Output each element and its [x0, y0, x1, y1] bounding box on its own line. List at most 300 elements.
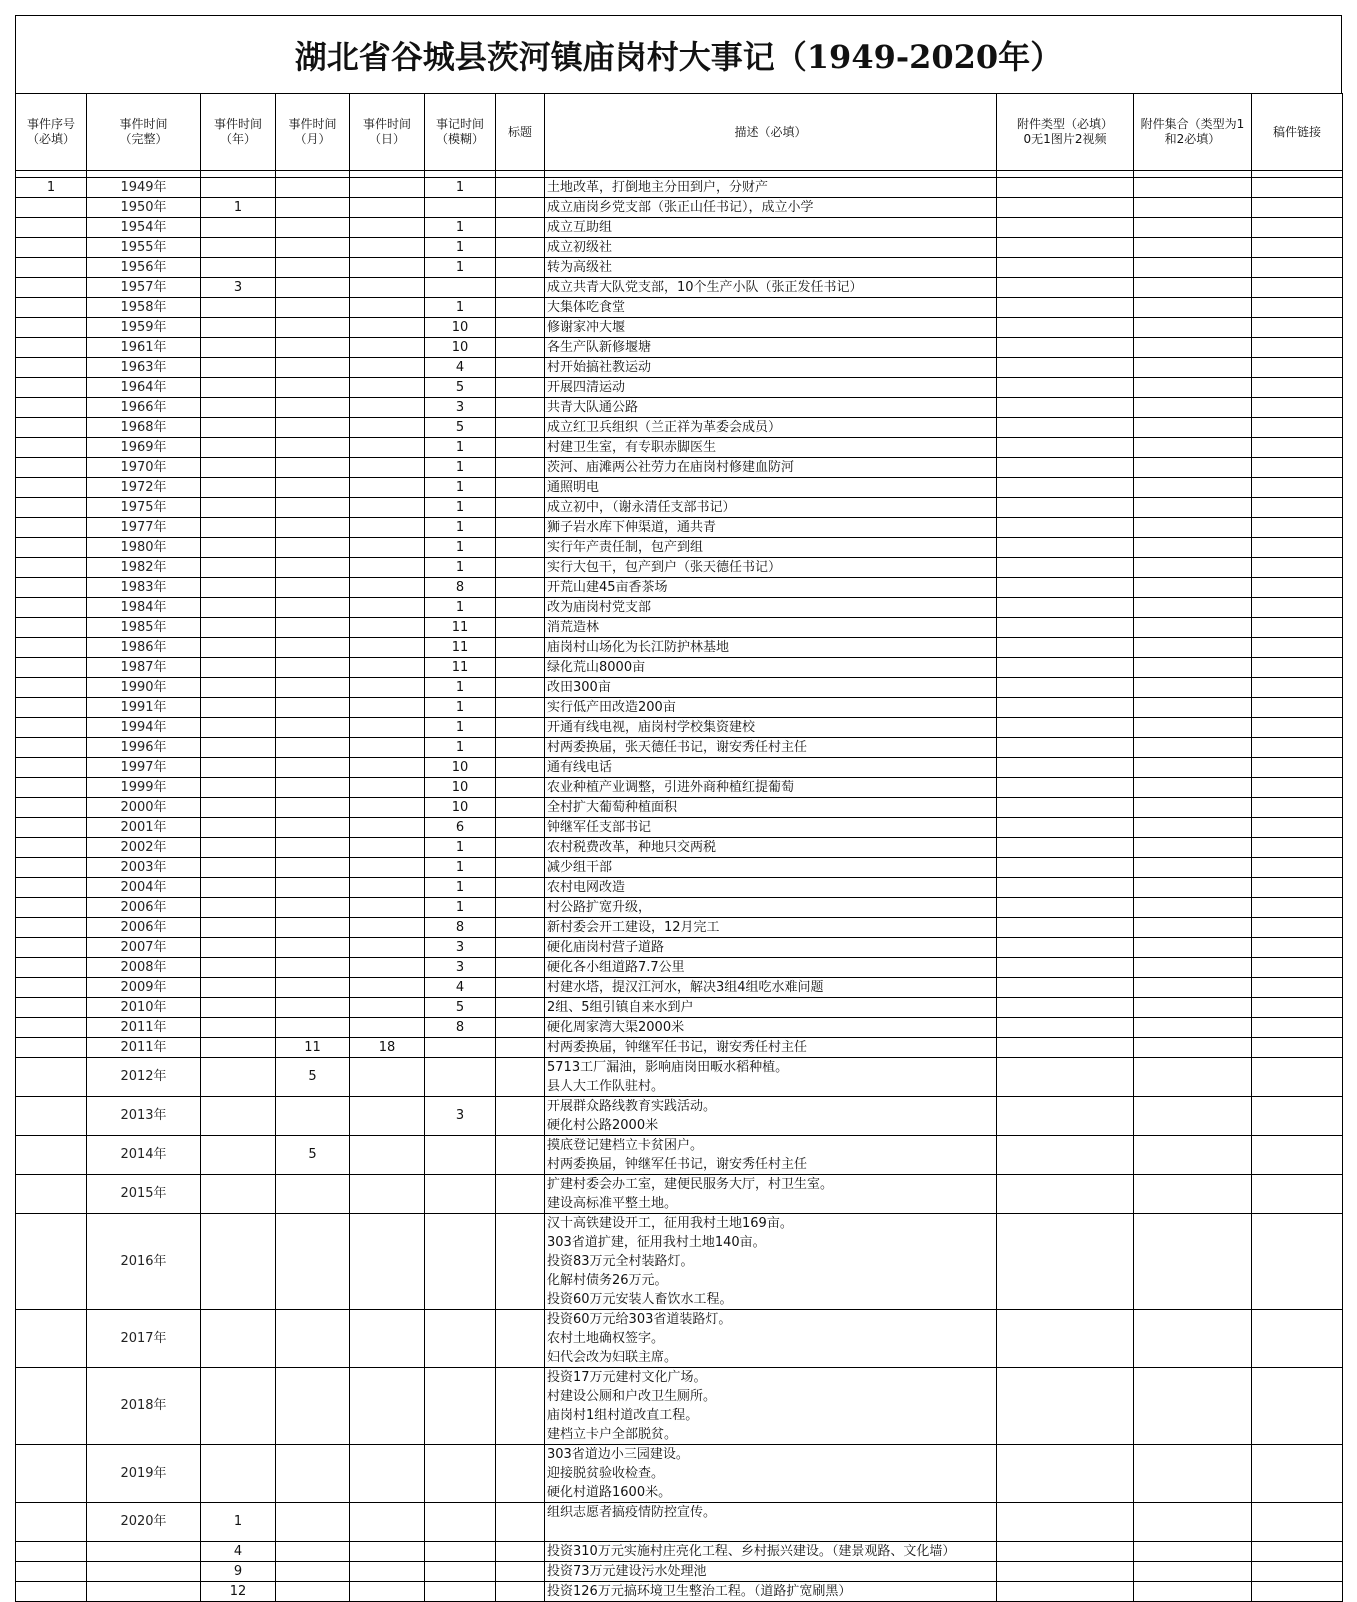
cell-attachment-type — [997, 538, 1134, 558]
cell-attachment-type — [997, 178, 1134, 198]
cell-title — [496, 298, 545, 318]
cell-year — [201, 238, 276, 258]
cell-attachment-set — [1134, 418, 1252, 438]
description-line: 大集体吃食堂 — [547, 300, 626, 315]
cell-year — [201, 878, 276, 898]
cell-seq — [16, 638, 87, 658]
table-row — [16, 638, 1343, 658]
cell-attachment-type — [997, 598, 1134, 618]
cell-attachment-set — [1134, 398, 1252, 418]
cell-description — [545, 1368, 997, 1445]
cell-title — [496, 518, 545, 538]
cell-link — [1252, 598, 1343, 618]
cell-title — [496, 418, 545, 438]
cell-day — [350, 1136, 425, 1175]
description-line: 摸底登记建档立卡贫困户。 — [547, 1138, 704, 1153]
cell-fuzzy: 1 — [425, 898, 496, 918]
description-line: 硬化村公路2000米 — [547, 1118, 659, 1133]
cell-attachment-set — [1134, 378, 1252, 398]
cell-attachment-type — [997, 1542, 1134, 1562]
cell-day — [350, 1175, 425, 1214]
cell-attachment-set — [1134, 1368, 1252, 1445]
cell-date: 1982年 — [87, 558, 201, 578]
cell-day — [350, 698, 425, 718]
table-row — [16, 918, 1343, 938]
cell-month — [276, 298, 350, 318]
cell-date: 1949年 — [87, 178, 201, 198]
cell-link — [1252, 1310, 1343, 1368]
cell-seq — [16, 838, 87, 858]
cell-attachment-set — [1134, 838, 1252, 858]
cell-month — [276, 458, 350, 478]
cell-description — [545, 498, 997, 518]
cell-attachment-set — [1134, 818, 1252, 838]
cell-link — [1252, 298, 1343, 318]
cell-date: 1984年 — [87, 598, 201, 618]
cell-link — [1252, 758, 1343, 778]
table-row — [16, 558, 1343, 578]
cell-link — [1252, 178, 1343, 198]
description-line: 茨河、庙滩两公社劳力在庙岗村修建血防河 — [547, 460, 795, 475]
description-line: 转为高级社 — [547, 260, 613, 275]
cell-year: 1 — [201, 1503, 276, 1542]
events-table — [15, 93, 1343, 1602]
cell-seq — [16, 1582, 87, 1602]
cell-title — [496, 798, 545, 818]
table-body — [16, 171, 1343, 1602]
cell-attachment-type — [997, 258, 1134, 278]
cell-year — [201, 618, 276, 638]
cell-fuzzy: 1 — [425, 178, 496, 198]
cell-attachment-set — [1134, 558, 1252, 578]
page-title: 湖北省谷城县茨河镇庙岗村大事记（1949-2020年） — [15, 15, 1342, 93]
description-line: 庙岗村山场化为长江防护林基地 — [547, 640, 730, 655]
cell-seq — [16, 1310, 87, 1368]
cell-attachment-set — [1134, 478, 1252, 498]
cell-description — [545, 398, 997, 418]
table-row — [16, 758, 1343, 778]
table-row — [16, 718, 1343, 738]
cell-description — [545, 1175, 997, 1214]
cell-seq: 1 — [16, 178, 87, 198]
cell-description — [545, 378, 997, 398]
cell-day — [350, 278, 425, 298]
cell-attachment-type — [997, 1097, 1134, 1136]
cell-attachment-type — [997, 198, 1134, 218]
cell-seq — [16, 1175, 87, 1214]
cell-attachment-set — [1134, 858, 1252, 878]
cell-month — [276, 398, 350, 418]
cell-fuzzy: 1 — [425, 698, 496, 718]
cell-attachment-type — [997, 1368, 1134, 1445]
cell-link — [1252, 1542, 1343, 1562]
cell-link — [1252, 258, 1343, 278]
description-line — [547, 1522, 996, 1541]
cell-month — [276, 1503, 350, 1542]
cell-attachment-set — [1134, 998, 1252, 1018]
cell-fuzzy: 1 — [425, 738, 496, 758]
cell-seq — [16, 598, 87, 618]
cell-attachment-set — [1134, 778, 1252, 798]
description-line: 农业种植产业调整，引进外商种植红提葡萄 — [547, 780, 795, 795]
table-row — [16, 238, 1343, 258]
description-line: 汉十高铁建设开工，征用我村土地169亩。 — [547, 1216, 793, 1231]
table-row — [16, 218, 1343, 238]
description-line: 共青大队通公路 — [547, 400, 639, 415]
cell-fuzzy: 1 — [425, 558, 496, 578]
header-link: 稿件链接 — [1252, 94, 1343, 171]
cell-fuzzy: 1 — [425, 878, 496, 898]
cell-year — [201, 1018, 276, 1038]
description-line: 村建卫生室，有专职赤脚医生 — [547, 440, 717, 455]
cell-day — [350, 958, 425, 978]
cell-year — [201, 698, 276, 718]
description-line: 通照明电 — [547, 480, 600, 495]
cell-date: 2001年 — [87, 818, 201, 838]
description-line: 农村电网改造 — [547, 880, 626, 895]
cell-description — [545, 578, 997, 598]
cell-month — [276, 1582, 350, 1602]
cell-link — [1252, 378, 1343, 398]
cell-day — [350, 1214, 425, 1310]
cell-day — [350, 898, 425, 918]
cell-attachment-set — [1134, 198, 1252, 218]
cell-attachment-set — [1134, 918, 1252, 938]
cell-fuzzy: 10 — [425, 798, 496, 818]
cell-attachment-set — [1134, 978, 1252, 998]
cell-day — [350, 578, 425, 598]
cell-attachment-type — [997, 498, 1134, 518]
description-line: 改田300亩 — [547, 680, 611, 695]
cell-month — [276, 918, 350, 938]
table-row — [16, 1175, 1343, 1214]
header-day: 事件时间 （日） — [350, 94, 425, 171]
cell-year — [201, 258, 276, 278]
cell-month — [276, 1097, 350, 1136]
cell-day — [350, 658, 425, 678]
description-line: 投资126万元搞环境卫生整治工程。（道路扩宽刷黑） — [547, 1584, 852, 1599]
cell-date: 2008年 — [87, 958, 201, 978]
cell-year — [201, 298, 276, 318]
cell-title — [496, 998, 545, 1018]
cell-description — [545, 178, 997, 198]
cell-title — [496, 838, 545, 858]
cell-month — [276, 858, 350, 878]
cell-date: 1955年 — [87, 238, 201, 258]
table-row — [16, 338, 1343, 358]
cell-attachment-set — [1134, 498, 1252, 518]
cell-month — [276, 818, 350, 838]
description-line: 投资73万元建设污水处理池 — [547, 1564, 707, 1579]
cell-attachment-set — [1134, 218, 1252, 238]
cell-month — [276, 1542, 350, 1562]
cell-seq — [16, 458, 87, 478]
cell-seq — [16, 318, 87, 338]
cell-attachment-type — [997, 878, 1134, 898]
cell-link — [1252, 898, 1343, 918]
cell-title — [496, 318, 545, 338]
cell-year: 12 — [201, 1582, 276, 1602]
table-row — [16, 1368, 1343, 1445]
cell-description — [545, 918, 997, 938]
description-line: 成立红卫兵组织（兰正祥为革委会成员） — [547, 420, 782, 435]
cell-description — [545, 1097, 997, 1136]
cell-fuzzy: 8 — [425, 918, 496, 938]
cell-attachment-set — [1134, 1310, 1252, 1368]
cell-description — [545, 678, 997, 698]
cell-date: 2018年 — [87, 1368, 201, 1445]
cell-seq — [16, 538, 87, 558]
cell-month — [276, 838, 350, 858]
description-line: 开展四清运动 — [547, 380, 626, 395]
cell-date: 1963年 — [87, 358, 201, 378]
table-row — [16, 678, 1343, 698]
cell-year — [201, 1136, 276, 1175]
cell-title — [496, 218, 545, 238]
cell-attachment-type — [997, 658, 1134, 678]
cell-date: 2015年 — [87, 1175, 201, 1214]
cell-month — [276, 678, 350, 698]
cell-link — [1252, 478, 1343, 498]
cell-year — [201, 678, 276, 698]
cell-day — [350, 538, 425, 558]
cell-year — [201, 398, 276, 418]
cell-attachment-type — [997, 818, 1134, 838]
cell-month — [276, 378, 350, 398]
cell-fuzzy: 1 — [425, 498, 496, 518]
cell-year — [201, 798, 276, 818]
cell-seq — [16, 378, 87, 398]
cell-year — [201, 958, 276, 978]
cell-attachment-type — [997, 338, 1134, 358]
cell-attachment-type — [997, 438, 1134, 458]
cell-link — [1252, 1368, 1343, 1445]
header-title: 标题 — [496, 94, 545, 171]
cell-description — [545, 638, 997, 658]
cell-description — [545, 438, 997, 458]
cell-description — [545, 1136, 997, 1175]
cell-date: 2004年 — [87, 878, 201, 898]
cell-month — [276, 938, 350, 958]
cell-attachment-type — [997, 218, 1134, 238]
table-row — [16, 778, 1343, 798]
description-line: 硬化村道路1600米。 — [547, 1485, 672, 1500]
cell-date: 2011年 — [87, 1038, 201, 1058]
table-row — [16, 938, 1343, 958]
cell-attachment-type — [997, 298, 1134, 318]
cell-description — [545, 1542, 997, 1562]
cell-date: 1985年 — [87, 618, 201, 638]
cell-month: 11 — [276, 1038, 350, 1058]
cell-date: 2006年 — [87, 898, 201, 918]
cell-link — [1252, 238, 1343, 258]
cell-month — [276, 1445, 350, 1503]
cell-description — [545, 1503, 997, 1542]
table-row — [16, 438, 1343, 458]
cell-title — [496, 398, 545, 418]
cell-title — [496, 758, 545, 778]
cell-title — [496, 638, 545, 658]
description-line: 县人大工作队驻村。 — [547, 1079, 665, 1094]
description-line: 成立初级社 — [547, 240, 613, 255]
cell-attachment-type — [997, 738, 1134, 758]
cell-day — [350, 378, 425, 398]
cell-date: 2009年 — [87, 978, 201, 998]
table-row — [16, 498, 1343, 518]
cell-link — [1252, 438, 1343, 458]
cell-title — [496, 338, 545, 358]
cell-description — [545, 1562, 997, 1582]
cell-link — [1252, 778, 1343, 798]
cell-attachment-type — [997, 838, 1134, 858]
description-line: 硬化周家湾大渠2000米 — [547, 1020, 685, 1035]
cell-fuzzy: 3 — [425, 398, 496, 418]
cell-day — [350, 858, 425, 878]
description-line: 硬化庙岗村营子道路 — [547, 940, 665, 955]
cell-seq — [16, 698, 87, 718]
cell-description — [545, 838, 997, 858]
cell-month — [276, 258, 350, 278]
cell-year — [201, 498, 276, 518]
cell-year — [201, 838, 276, 858]
cell-attachment-set — [1134, 658, 1252, 678]
cell-month — [276, 998, 350, 1018]
description-line: 绿化荒山8000亩 — [547, 660, 646, 675]
description-line: 新村委会开工建设，12月完工 — [547, 920, 720, 935]
cell-day — [350, 998, 425, 1018]
description-line: 实行大包干，包产到户（张天德任书记） — [547, 560, 782, 575]
cell-day — [350, 318, 425, 338]
cell-description — [545, 618, 997, 638]
cell-description — [545, 598, 997, 618]
cell-month — [276, 438, 350, 458]
cell-day — [350, 1368, 425, 1445]
cell-link — [1252, 698, 1343, 718]
cell-date: 1996年 — [87, 738, 201, 758]
description-line: 开通有线电视，庙岗村学校集资建校 — [547, 720, 756, 735]
table-row — [16, 1503, 1343, 1542]
cell-attachment-set — [1134, 678, 1252, 698]
cell-year: 4 — [201, 1542, 276, 1562]
cell-description — [545, 898, 997, 918]
cell-month — [276, 1310, 350, 1368]
description-line: 各生产队新修堰塘 — [547, 340, 652, 355]
cell-fuzzy: 1 — [425, 218, 496, 238]
cell-month — [276, 698, 350, 718]
cell-day — [350, 558, 425, 578]
cell-day — [350, 498, 425, 518]
description-line: 庙岗村1组村道改直工程。 — [547, 1408, 699, 1423]
table-row — [16, 1058, 1343, 1097]
cell-link — [1252, 518, 1343, 538]
cell-fuzzy: 1 — [425, 478, 496, 498]
header-attachment-type: 附件类型（必填） 0无1图片2视频 — [997, 94, 1134, 171]
description-line: 妇代会改为妇联主席。 — [547, 1350, 678, 1365]
header-month: 事件时间 （月） — [276, 94, 350, 171]
cell-year — [201, 1097, 276, 1136]
cell-year — [201, 318, 276, 338]
cell-attachment-type — [997, 278, 1134, 298]
cell-year — [201, 178, 276, 198]
cell-title — [496, 1562, 545, 1582]
cell-fuzzy: 1 — [425, 598, 496, 618]
cell-date: 2014年 — [87, 1136, 201, 1175]
cell-attachment-set — [1134, 718, 1252, 738]
cell-link — [1252, 838, 1343, 858]
cell-fuzzy: 5 — [425, 998, 496, 1018]
cell-fuzzy — [425, 278, 496, 298]
cell-attachment-type — [997, 618, 1134, 638]
cell-title — [496, 658, 545, 678]
cell-date: 2011年 — [87, 1018, 201, 1038]
cell-attachment-set — [1134, 358, 1252, 378]
cell-attachment-type — [997, 1310, 1134, 1368]
cell-date: 1972年 — [87, 478, 201, 498]
cell-attachment-type — [997, 918, 1134, 938]
description-line: 投资60万元安装人畜饮水工程。 — [547, 1292, 733, 1307]
cell-month — [276, 738, 350, 758]
cell-month — [276, 1018, 350, 1038]
cell-attachment-type — [997, 778, 1134, 798]
cell-year — [201, 738, 276, 758]
cell-day — [350, 518, 425, 538]
cell-date: 2002年 — [87, 838, 201, 858]
cell-date: 1961年 — [87, 338, 201, 358]
cell-title — [496, 878, 545, 898]
cell-month — [276, 338, 350, 358]
table-row — [16, 318, 1343, 338]
cell-link — [1252, 1582, 1343, 1602]
cell-year — [201, 758, 276, 778]
cell-attachment-set — [1134, 178, 1252, 198]
cell-attachment-type — [997, 478, 1134, 498]
cell-year — [201, 718, 276, 738]
table-row — [16, 1582, 1343, 1602]
cell-day — [350, 398, 425, 418]
cell-link — [1252, 338, 1343, 358]
description-line: 改为庙岗村党支部 — [547, 600, 652, 615]
cell-title — [496, 198, 545, 218]
cell-link — [1252, 798, 1343, 818]
cell-attachment-set — [1134, 458, 1252, 478]
cell-attachment-set — [1134, 1175, 1252, 1214]
table-row — [16, 1214, 1343, 1310]
cell-fuzzy: 1 — [425, 838, 496, 858]
cell-seq — [16, 558, 87, 578]
cell-title — [496, 818, 545, 838]
cell-date: 1959年 — [87, 318, 201, 338]
cell-fuzzy: 3 — [425, 1097, 496, 1136]
cell-date: 2017年 — [87, 1310, 201, 1368]
cell-link — [1252, 398, 1343, 418]
cell-year — [201, 1368, 276, 1445]
description-line: 扩建村委会办工室，建便民服务大厅，村卫生室。 — [547, 1177, 834, 1192]
description-line: 成立共青大队党支部，10个生产小队（张正发任书记） — [547, 280, 863, 295]
cell-year — [201, 438, 276, 458]
cell-fuzzy — [425, 1214, 496, 1310]
cell-year — [201, 858, 276, 878]
cell-seq — [16, 198, 87, 218]
cell-description — [545, 358, 997, 378]
cell-description — [545, 278, 997, 298]
table-row — [16, 478, 1343, 498]
cell-date: 2000年 — [87, 798, 201, 818]
cell-fuzzy: 11 — [425, 638, 496, 658]
cell-day — [350, 358, 425, 378]
cell-description — [545, 998, 997, 1018]
table-row — [16, 1018, 1343, 1038]
cell-date: 1956年 — [87, 258, 201, 278]
